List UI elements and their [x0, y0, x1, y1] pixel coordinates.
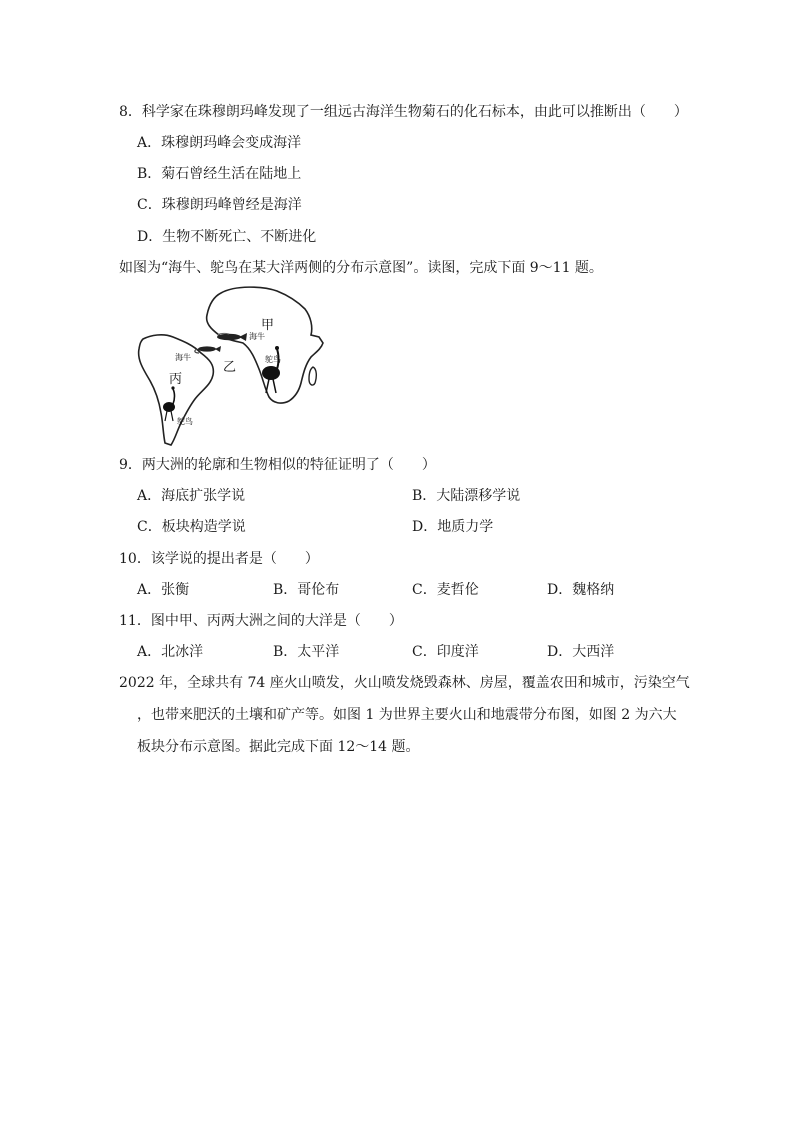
- q10-option-a: A．张衡: [137, 582, 190, 598]
- label-yi: 乙: [223, 360, 237, 375]
- intro-9-11: 如图为“海牛、鸵鸟在某大洋两侧的分布示意图”。读图，完成下面 9～11 题。: [119, 260, 603, 276]
- label-jia: 甲: [261, 318, 275, 333]
- label-bing: 丙: [169, 372, 183, 387]
- q9-option-c: C．板块构造学说: [137, 519, 246, 535]
- q9-stem: 9．两大洲的轮廓和生物相似的特征证明了（ ）: [119, 457, 436, 473]
- q8-option-b: B．菊石曾经生活在陆地上: [137, 166, 302, 182]
- q11-option-b: B．太平洋: [273, 644, 340, 660]
- q10-option-b: B．哥伦布: [273, 582, 340, 598]
- q11-option-d: D．大西洋: [547, 644, 615, 660]
- q8-option-c: C．珠穆朗玛峰曾经是海洋: [137, 197, 302, 213]
- q9-option-b: B．大陆漂移学说: [412, 488, 521, 504]
- label-ostrich-sa: 鸵鸟: [177, 417, 193, 426]
- intro-12-14-line1: 2022 年，全球共有 74 座火山喷发，火山喷发烧毁森林、房屋，覆盖农田和城市，污染空气: [119, 675, 690, 691]
- q8-option-d: D．生物不断死亡、不断进化: [137, 229, 317, 245]
- q11-stem: 11．图中甲、丙两大洲之间的大洋是（ ）: [119, 613, 403, 629]
- madagascar-island: [309, 367, 316, 385]
- manatee-ostrich-distribution-map: [135, 283, 331, 447]
- intro-12-14-line3: 板块分布示意图。据此完成下面 12～14 题。: [137, 739, 420, 755]
- q10-option-c: C．麦哲伦: [412, 582, 479, 598]
- q10-stem: 10．该学说的提出者是（ ）: [119, 551, 319, 567]
- africa-continent: [207, 287, 323, 403]
- south-america-continent: [139, 335, 214, 445]
- q11-option-a: A．北冰洋: [137, 644, 204, 660]
- q11-option-c: C．印度洋: [412, 644, 479, 660]
- label-manatee-sa: 海牛: [175, 353, 191, 362]
- q8-stem: 8．科学家在珠穆朗玛峰发现了一组远古海洋生物菊石的化石标本，由此可以推断出（ ）: [119, 104, 688, 120]
- intro-12-14-line2: ，也带来肥沃的土壤和矿产等。如图 1 为世界主要火山和地震带分布图，如图 2 为六大: [137, 707, 677, 723]
- label-ostrich-africa: 鸵鸟: [265, 355, 281, 364]
- q8-option-a: A．珠穆朗玛峰会变成海洋: [137, 135, 302, 151]
- q9-option-d: D．地质力学: [412, 519, 494, 535]
- q10-option-d: D．魏格纳: [547, 582, 615, 598]
- label-manatee-africa: 海牛: [249, 332, 265, 341]
- q9-option-a: A．海底扩张学说: [137, 488, 246, 504]
